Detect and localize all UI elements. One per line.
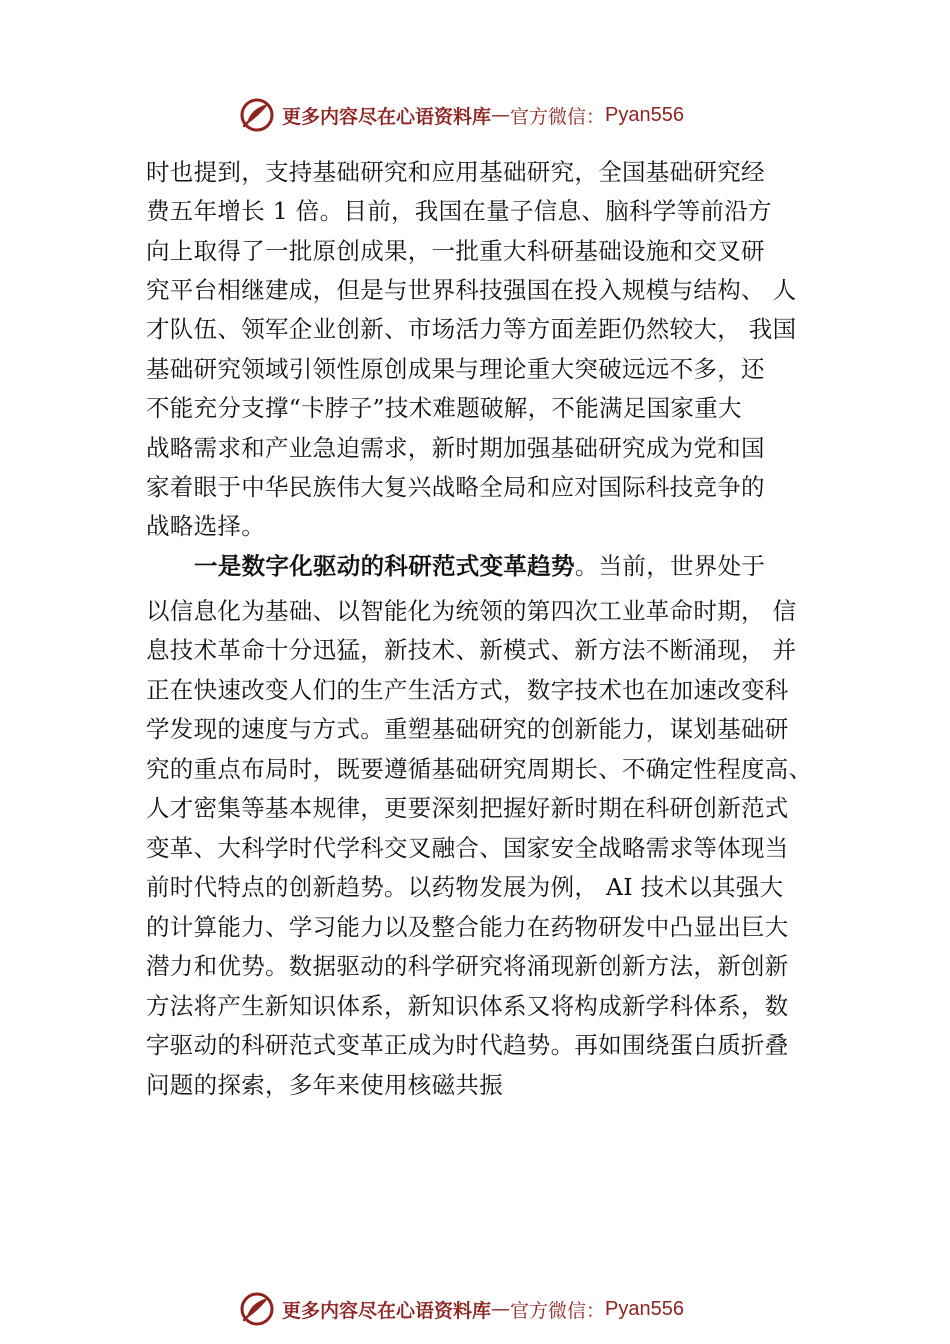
- paragraph-heading-line: [194, 546, 765, 586]
- text-line: 究的重点布局时，既要遵循基础研究周期长、不确定性程度高、: [146, 755, 813, 783]
- text-line: 基础研究领域引领性原创成果与理论重大突破远远不多，还: [146, 355, 765, 383]
- text-line: 人才密集等基本规律，更要深刻把握好新时期在科研创新范式: [146, 794, 789, 822]
- banner-wechat-label: 官方微信：: [510, 1299, 606, 1322]
- heading-line-rest: 。当前，世界处于: [574, 552, 766, 580]
- text-line: 前时代特点的创新趋势。以药物发展为例， AI 技术以其强大: [146, 873, 784, 901]
- text-line: 以信息化为基础、以智能化为统领的第四次工业革命时期， 信: [146, 597, 797, 625]
- text-line: 向上取得了一批原创成果，一批重大科研基础设施和交叉研: [146, 237, 765, 265]
- text-line: 战略选择。: [146, 512, 265, 540]
- text-line: 究平台相继建成，但是与世界科技强国在投入规模与结构、 人: [146, 276, 797, 304]
- section-heading: 一是数字化驱动的科研范式变革趋势: [194, 552, 575, 580]
- text-line: 战略需求和产业急迫需求，新时期加强基础研究成为党和国: [146, 434, 765, 462]
- banner-separator: —: [491, 1298, 511, 1320]
- banner-title: 更多内容尽在心语资料库: [282, 1299, 492, 1322]
- text-line: 学发现的速度与方式。重塑基础研究的创新能力，谋划基础研: [146, 715, 789, 743]
- text-line: 字驱动的科研范式变革正成为时代趋势。再如围绕蛋白质折叠: [146, 1031, 789, 1059]
- text-line: 正在快速改变人们的生产生活方式，数字技术也在加速改变科: [146, 676, 789, 704]
- banner-wechat-id: Pyan556: [605, 103, 684, 126]
- brand-logo-icon: [238, 1290, 276, 1328]
- banner-title: 更多内容尽在心语资料库: [282, 105, 492, 128]
- text-line: 的计算能力、学习能力以及整合能力在药物研发中凸显出巨大: [146, 913, 789, 941]
- text-line: 潜力和优势。数据驱动的科学研究将涌现新创新方法，新创新: [146, 952, 789, 980]
- banner-wechat-id: Pyan556: [605, 1297, 684, 1320]
- text-line: 费五年增长 1 倍。目前，我国在量子信息、脑科学等前沿方: [146, 197, 772, 225]
- text-line: 问题的探索，多年来使用核磁共振: [146, 1071, 503, 1099]
- text-line: 变革、大科学时代学科交叉融合、国家安全战略需求等体现当: [146, 834, 789, 862]
- header-banner: [0, 93, 950, 137]
- banner-separator: —: [491, 104, 511, 126]
- banner-wechat-label: 官方微信：: [510, 105, 606, 128]
- brand-logo-icon: [238, 96, 276, 134]
- text-line: 时也提到，支持基础研究和应用基础研究，全国基础研究经: [146, 158, 765, 186]
- footer-banner: [0, 1287, 950, 1331]
- text-line: 才队伍、领军企业创新、市场活力等方面差距仍然较大， 我国: [146, 315, 797, 343]
- text-line: 家着眼于中华民族伟大复兴战略全局和应对国际科技竞争的: [146, 473, 765, 501]
- text-line: 方法将产生新知识体系，新知识体系又将构成新学科体系，数: [146, 992, 789, 1020]
- text-line: 不能充分支撑“卡脖子”技术难题破解，不能满足国家重大: [146, 394, 742, 422]
- text-line: 息技术革命十分迅猛，新技术、新模式、新方法不断涌现， 并: [146, 636, 797, 664]
